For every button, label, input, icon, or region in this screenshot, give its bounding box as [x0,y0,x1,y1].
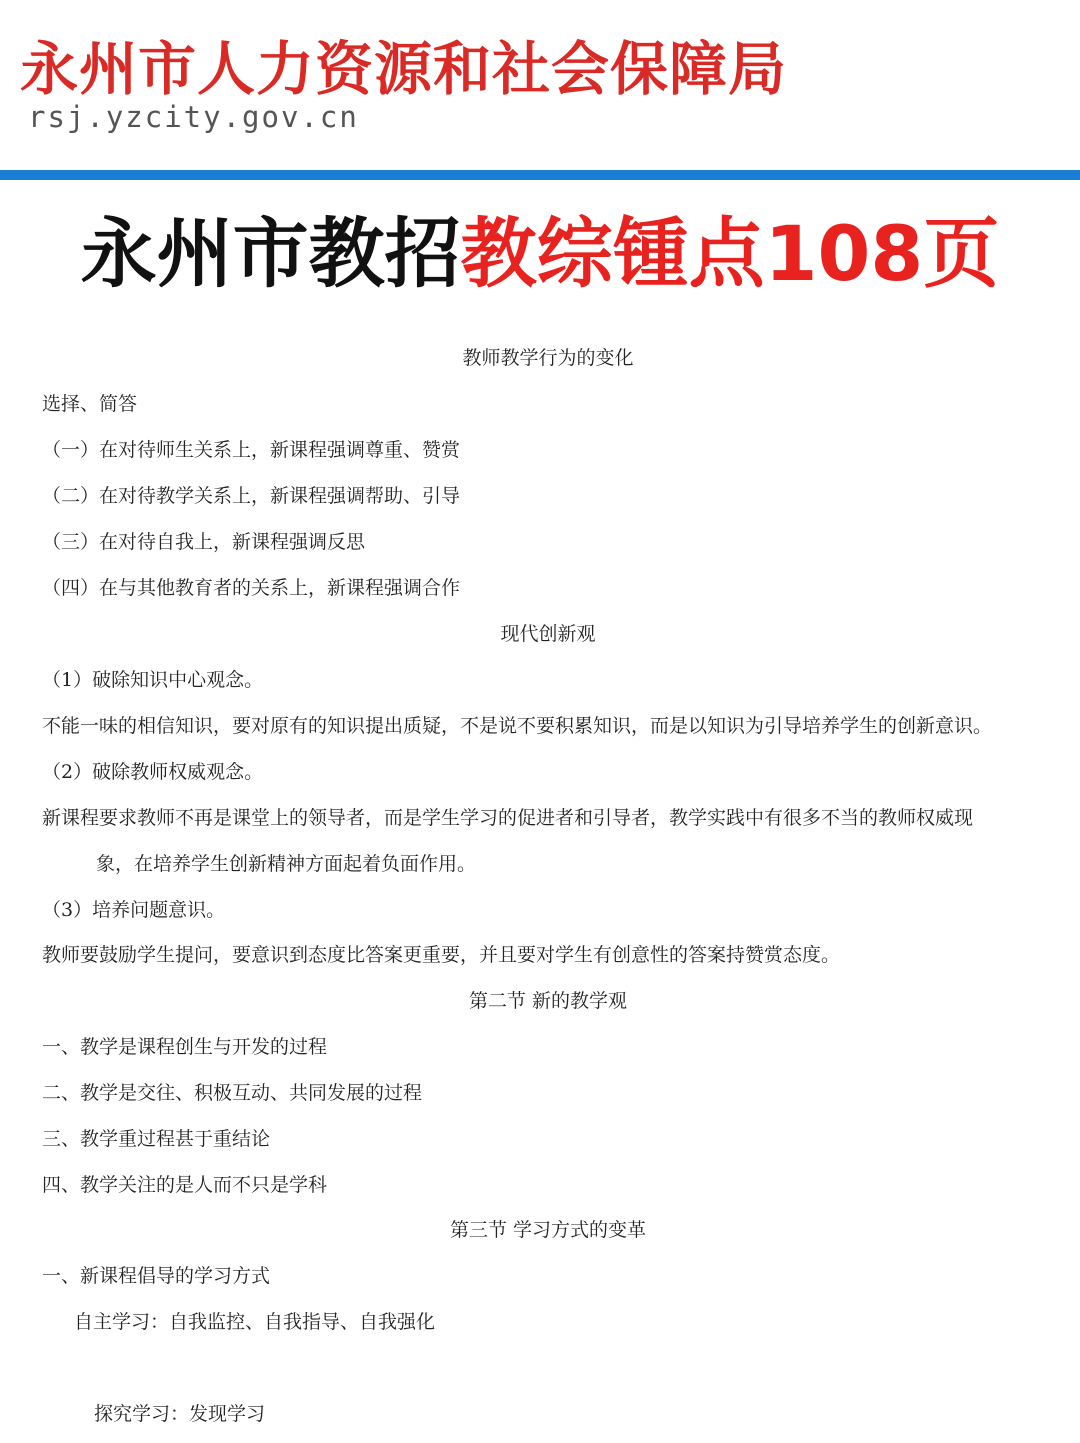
list-item: 二、教学是交往、积极互动、共同发展的过程 [42,1082,423,1104]
section-title: 教师教学行为的变化 [462,347,634,369]
title-part-black: 永州市教招 [80,209,461,298]
sub-item: 自主学习：自我监控、自我指导、自我强化 [74,1311,436,1333]
paragraph: 新课程要求教师不再是课堂上的领导者，而是学生学习的促进者和引导者，教学实践中有很多不当的教师权威现 [42,807,974,829]
list-item: 四、教学关注的是人而不只是学科 [42,1174,328,1196]
section-title: 第二节 新的教学观 [468,990,628,1012]
org-name-logo: 永州市人力资源和社会保障局 [20,35,788,103]
list-item: 一、新课程倡导的学习方式 [42,1265,271,1287]
section-title: 第三节 学习方式的变革 [449,1219,647,1241]
point-heading: （2）破除教师权威观念。 [42,761,264,783]
paragraph: 不能一味的相信知识，要对原有的知识提出质疑，不是说不要积累知识，而是以知识为引导培养学生的创新意识。 [42,715,993,737]
list-item: 三、教学重过程甚于重结论 [42,1128,271,1150]
section-title: 现代创新观 [500,623,596,645]
paragraph: 教师要鼓励学生提问，要意识到态度比答案更重要，并且要对学生有创意性的答案持赞赏态度。 [42,944,841,966]
list-item: 一、教学是课程创生与开发的过程 [42,1036,328,1058]
list-item: （四）在与其他教育者的关系上，新课程强调合作 [42,577,461,599]
page-title [0,209,1080,298]
org-url: rsj.yzcity.gov.cn [28,100,359,134]
point-heading: （1）破除知识中心观念。 [42,669,264,691]
list-item: （二）在对待教学关系上，新课程强调帮助、引导 [42,485,461,507]
list-item: （三）在对待自我上，新课程强调反思 [42,531,366,553]
sub-item: 探究学习：发现学习 [94,1403,266,1425]
header [0,0,1080,170]
header-divider [0,170,1080,180]
question-type: 选择、简答 [42,393,138,415]
list-item: （一）在对待师生关系上，新课程强调尊重、赞赏 [42,439,461,461]
title-part-red: 教综锺点108页 [460,209,1000,298]
point-heading: （3）培养问题意识。 [42,899,226,921]
paragraph-continuation: 象，在培养学生创新精神方面起着负面作用。 [96,853,477,875]
